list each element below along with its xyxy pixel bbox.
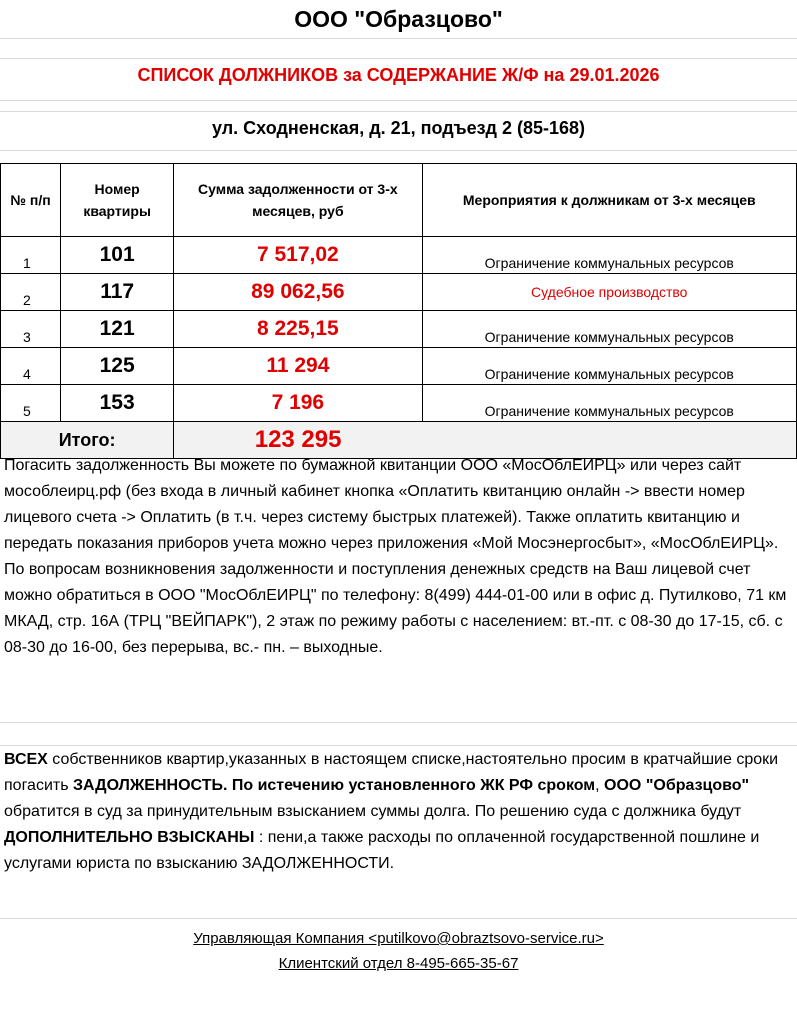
debtors-list-title: СПИСОК ДОЛЖНИКОВ за СОДЕРЖАНИЕ Ж/Ф на 29.01.2026 — [137, 65, 660, 85]
warning-text: : пени,а также расходы по оплаченной государственной пошлине и услугами юриста по взысканию ЗАДОЛЖЕННОСТИ. — [4, 829, 760, 872]
warning-company-bold: ООО "Образцово" — [604, 777, 750, 794]
warning-additional-bold: ДОПОЛНИТЕЛЬНО ВЗЫСКАНЫ — [4, 829, 255, 846]
row-number: 1 — [1, 237, 61, 274]
grid-line — [0, 722, 797, 723]
table-row — [1, 385, 797, 422]
apartment-number: 153 — [61, 385, 174, 422]
measure-text: Судебное производство — [422, 274, 797, 311]
table-row — [1, 311, 797, 348]
grid-line — [0, 38, 797, 39]
company-title: ООО "Образцово" — [294, 6, 503, 32]
header-number: № п/п — [1, 164, 61, 237]
total-label: Итого: — [1, 422, 174, 459]
warning-text: обратится в суд за принудительным взысканием суммы долга. По решению суда с должника будут — [4, 803, 742, 820]
grid-line — [0, 58, 797, 59]
table-row — [1, 348, 797, 385]
measure-text: Ограничение коммунальных ресурсов — [422, 348, 797, 385]
measure-text: Ограничение коммунальных ресурсов — [422, 385, 797, 422]
table-row — [1, 274, 797, 311]
grid-line — [0, 918, 797, 919]
debt-amount: 11 294 — [174, 348, 422, 385]
grid-line — [0, 100, 797, 101]
apartment-number: 121 — [61, 311, 174, 348]
warning-all-bold: ВСЕХ — [4, 751, 48, 768]
apartment-number: 117 — [61, 274, 174, 311]
table-header-row — [1, 164, 797, 237]
row-number: 4 — [1, 348, 61, 385]
grid-line — [0, 745, 797, 746]
payment-info-text: Погасить задолженность Вы можете по бумажной квитанции ООО «МосОблЕИРЦ» или через сайт мособлеирц.рф (без входа в личный кабинет кнопка «Оплатить квитанцию онлайн -> ввести номер лицевого счета -> Оплатить (в т.ч. через систему быстрых платежей). Также оплатить квитанцию и передать показания приборов учета можно через приложения «Мой Мосэнергосбыт», «МосОблЕИРЦ». — [4, 457, 779, 552]
management-company-email[interactable]: Управляющая Компания <putilkovo@obraztsovo-service.ru> — [193, 930, 604, 947]
debt-amount: 7 196 — [174, 385, 422, 422]
warning-text: , — [595, 777, 605, 794]
grid-line — [0, 150, 797, 151]
apartment-number: 101 — [61, 237, 174, 274]
row-number: 2 — [1, 274, 61, 311]
warning-paragraph — [4, 747, 790, 877]
row-number: 3 — [1, 311, 61, 348]
measure-text: Ограничение коммунальных ресурсов — [422, 311, 797, 348]
apartment-number: 125 — [61, 348, 174, 385]
table-row — [1, 237, 797, 274]
header-measures: Мероприятия к должникам от 3-х месяцев — [422, 164, 797, 237]
measure-text: Ограничение коммунальных ресурсов — [422, 237, 797, 274]
payment-info-paragraph — [4, 453, 790, 661]
header-apartment: Номер квартиры — [61, 164, 174, 237]
total-value: 123 295 — [174, 422, 422, 459]
row-number: 5 — [1, 385, 61, 422]
debt-amount: 7 517,02 — [174, 237, 422, 274]
grid-line — [0, 111, 797, 112]
debt-amount: 8 225,15 — [174, 311, 422, 348]
address-line: ул. Сходненская, д. 21, подъезд 2 (85-168) — [211, 118, 586, 138]
warning-text: собственников квартир,указанных в настоящем списке,настоятельно просим в кратчайшие сроки погасить — [4, 751, 779, 794]
debt-amount: 89 062,56 — [174, 274, 422, 311]
debtors-table — [0, 163, 797, 459]
header-debt-amount: Сумма задолженности от 3-х месяцев, руб — [174, 164, 422, 237]
warning-debt-bold: ЗАДОЛЖЕННОСТЬ. По истечению установленного ЖК РФ сроком — [73, 777, 596, 794]
client-department-phone[interactable]: Клиентский отдел 8-495-665-35-67 — [278, 955, 519, 972]
contact-info-text: По вопросам возникновения задолженности и поступления денежных средств на Ваш лицевой счет можно обратиться в ООО "МосОблЕИРЦ" по телефону: 8(499) 444-01-00 или в офис д. Путилково, 71 км МКАД, стр. 16А (ТРЦ "ВЕЙПАРК"), 2 этаж по режиму работы с населением: вт.-пт. с 08-30 до 17-15, сб. с 08-30 до 16-00, без перерыва, вс.- пн. – выходные. — [4, 561, 787, 656]
